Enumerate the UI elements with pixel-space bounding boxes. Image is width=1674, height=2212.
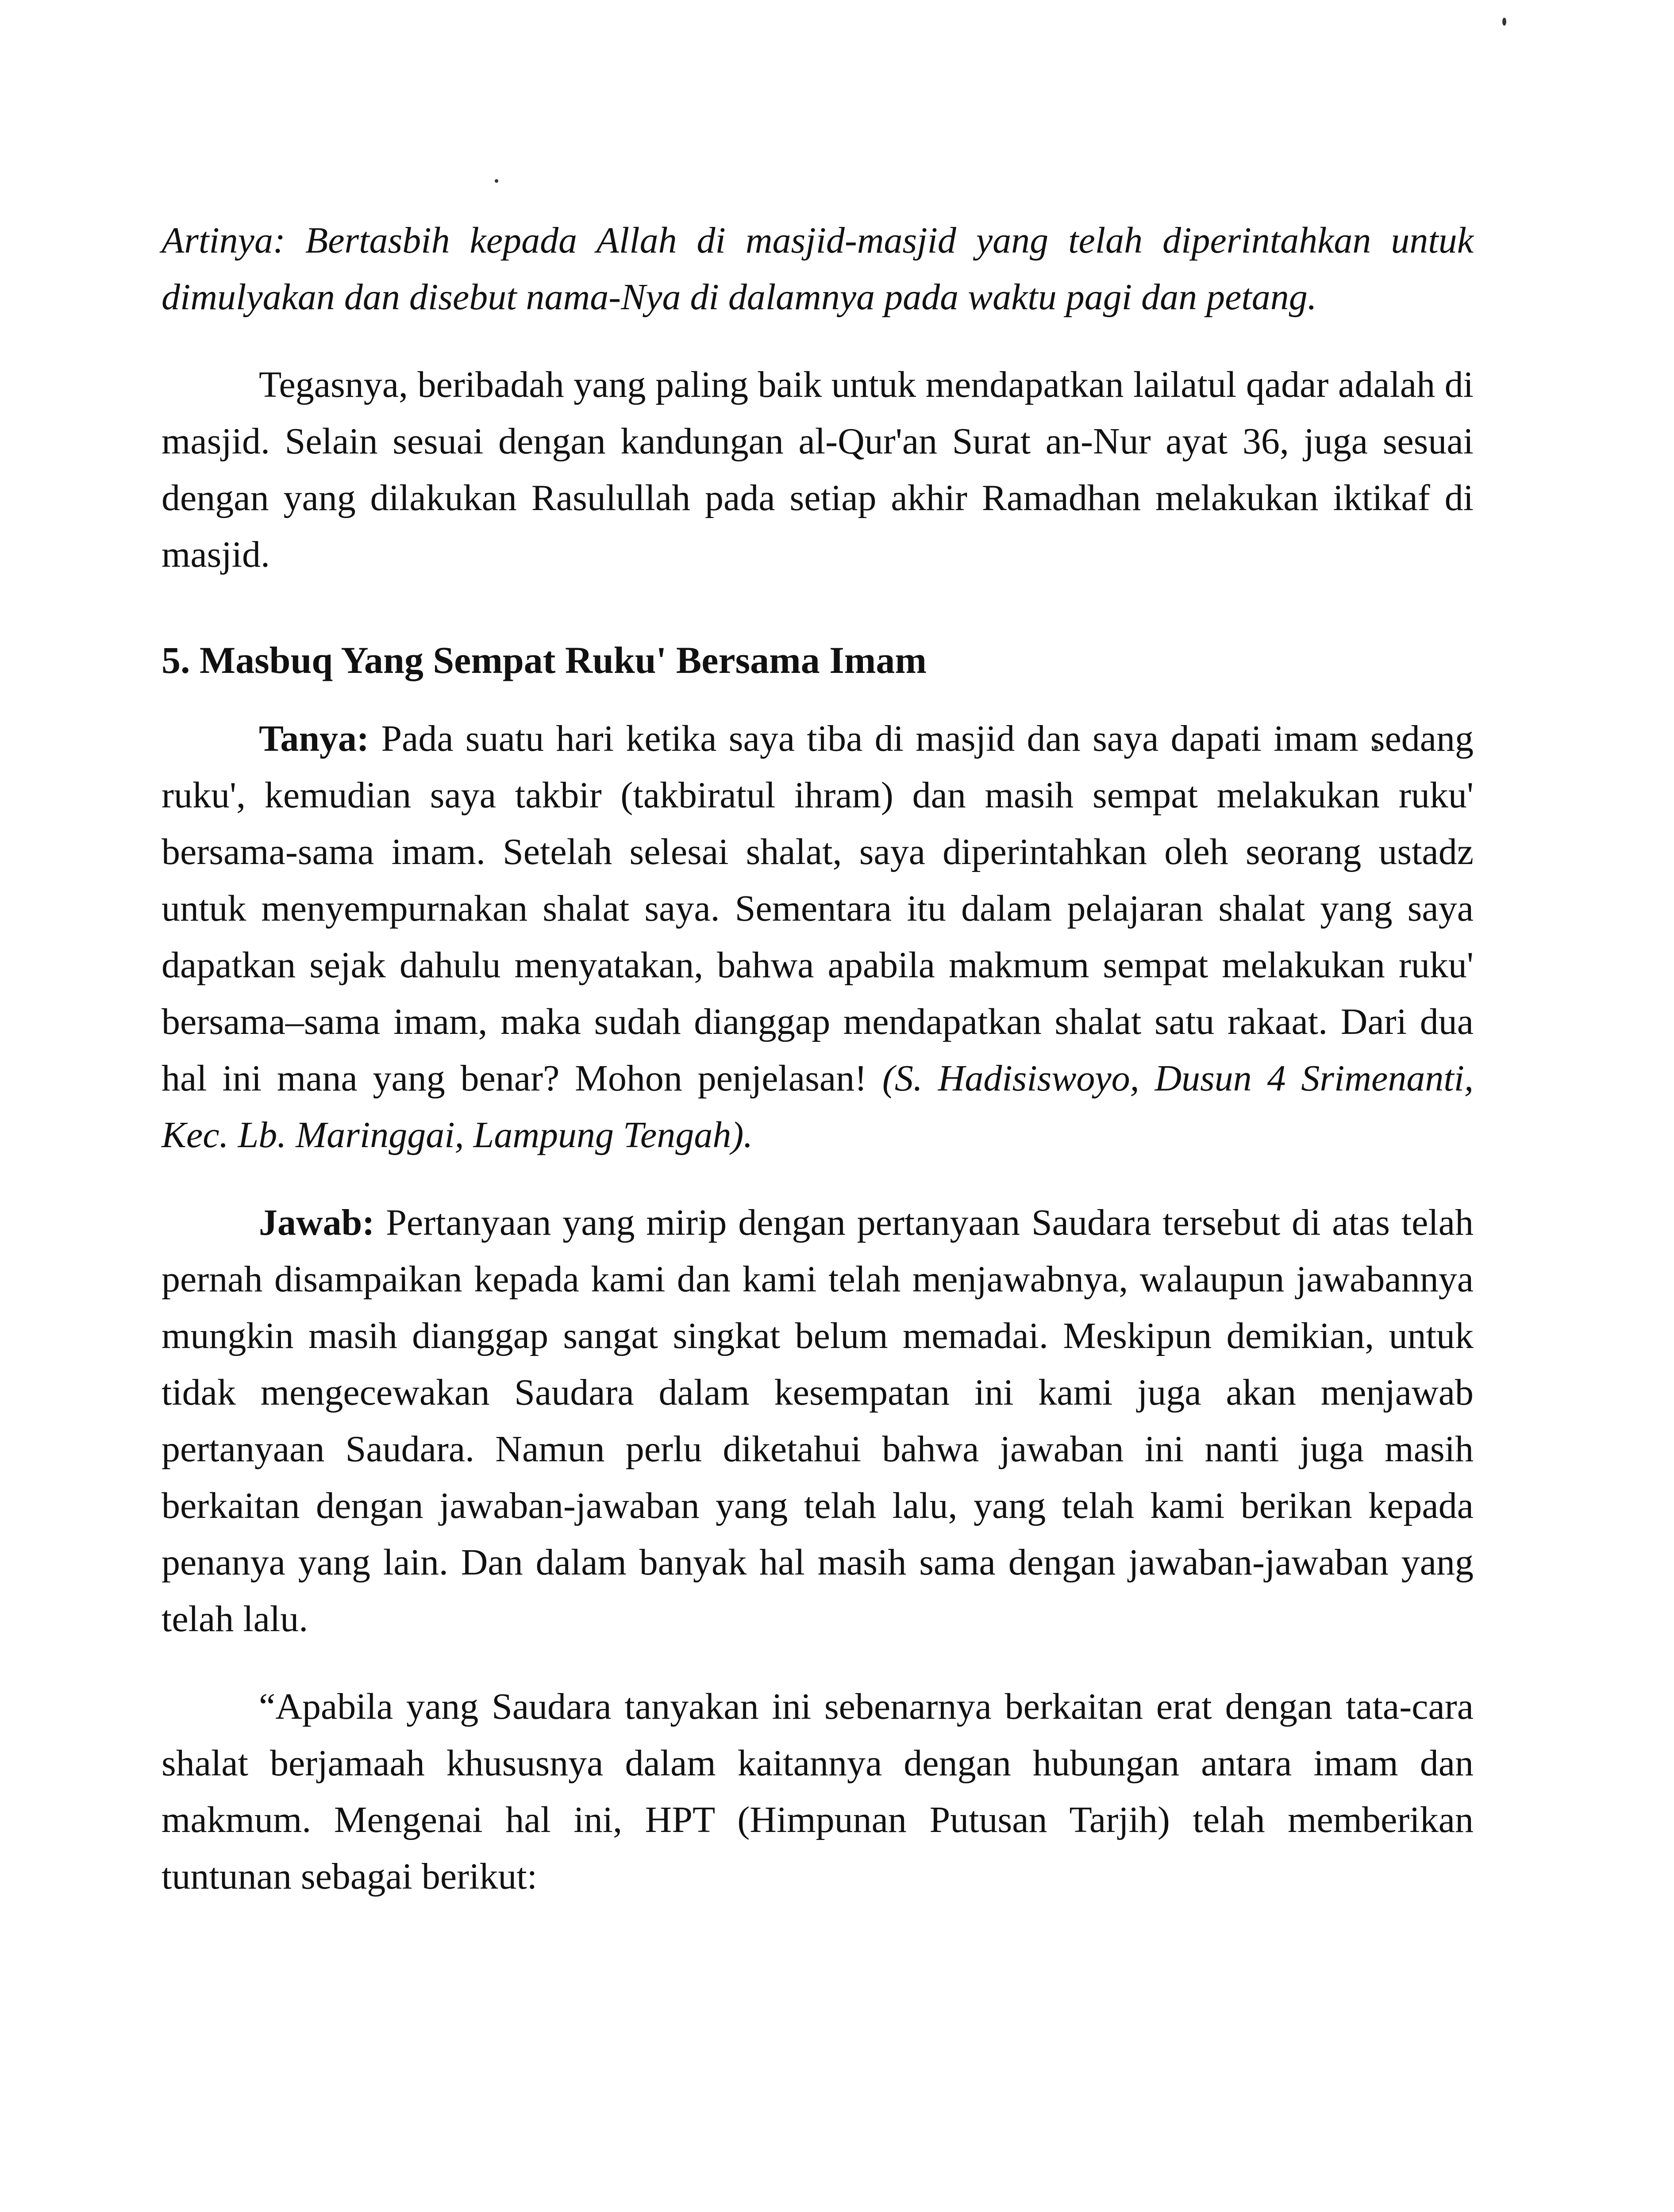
question-paragraph <box>162 710 1474 1164</box>
answer-label: Jawab: <box>259 1202 375 1243</box>
paragraph-apabila: “Apabila yang Saudara tanyakan ini sebenarnya berkaitan erat dengan tata-cara shalat berjamaah khususnya dalam kaitannya dengan hubungan antara imam dan makmum. Mengenai hal ini, HPT (Himpunan Putusan Tarjih) telah memberikan tuntunan sebagai berikut: <box>162 1686 1474 1897</box>
question-text: Pada suatu hari ketika saya tiba di masjid dan saya dapati imam sedang ruku', kemudian saya takbir (takbiratul ihram) dan masih sempat melakukan ruku' bersama-sama imam. Setelah selesai shalat, saya diperintahkan oleh seorang ustadz untuk menyempurnakan shalat saya. Sementara itu dalam pelajaran shalat yang saya dapatkan sejak dahulu menyatakan, bahwa apabila makmum sempat melakukan ruku' bersama–sama imam, maka sudah dianggap mendapatkan shalat satu rakaat. Dari dua hal ini mana yang benar? Mohon penjelasan! <box>162 718 1474 1099</box>
paragraph-tegasnya: Tegasnya, beribadah yang paling baik untuk mendapatkan lailatul qadar adalah di masjid. Selain sesuai dengan kandungan al-Qur'an Surat an-Nur ayat 36, juga sesuai dengan yang dilakukan Rasulullah pada setiap akhir Ramadhan melakukan iktikaf di masjid. <box>162 364 1474 575</box>
question-label: Tanya: <box>259 718 369 759</box>
answer-paragraph <box>162 1194 1474 1647</box>
scan-speck <box>495 179 498 183</box>
verse-translation: Artinya: Bertasbih kepada Allah di masjid-masjid yang telah diperintahkan untuk dimulyakan dan disebut nama-Nya di dalamnya pada waktu pagi dan petang. <box>162 220 1474 318</box>
page-content <box>162 212 1474 1905</box>
question-sender: (S. Hadisiswoyo, Dusun 4 Srimenanti, Kec. Lb. Maringgai, Lampung Tengah). <box>162 1058 1474 1156</box>
answer-text: Pertanyaan yang mirip dengan pertanyaan Saudara tersebut di atas telah pernah disampaikan kepada kami dan kami telah menjawabnya, walaupun jawabannya mungkin masih dianggap sangat singkat belum memadai. Meskipun demikian, untuk tidak mengecewakan Saudara dalam kesempatan ini kami juga akan menjawab pertanyaan Saudara. Namun perlu diketahui bahwa jawaban ini nanti juga masih berkaitan dengan jawaban-jawaban yang telah lalu, yang telah kami berikan kepada penanya yang lain. Dan dalam banyak hal masih sama dengan jawaban-jawaban yang telah lalu. <box>162 1202 1474 1640</box>
scan-speck <box>1502 18 1506 26</box>
section-heading: 5. Masbuq Yang Sempat Ruku' Bersama Imam <box>162 639 927 681</box>
